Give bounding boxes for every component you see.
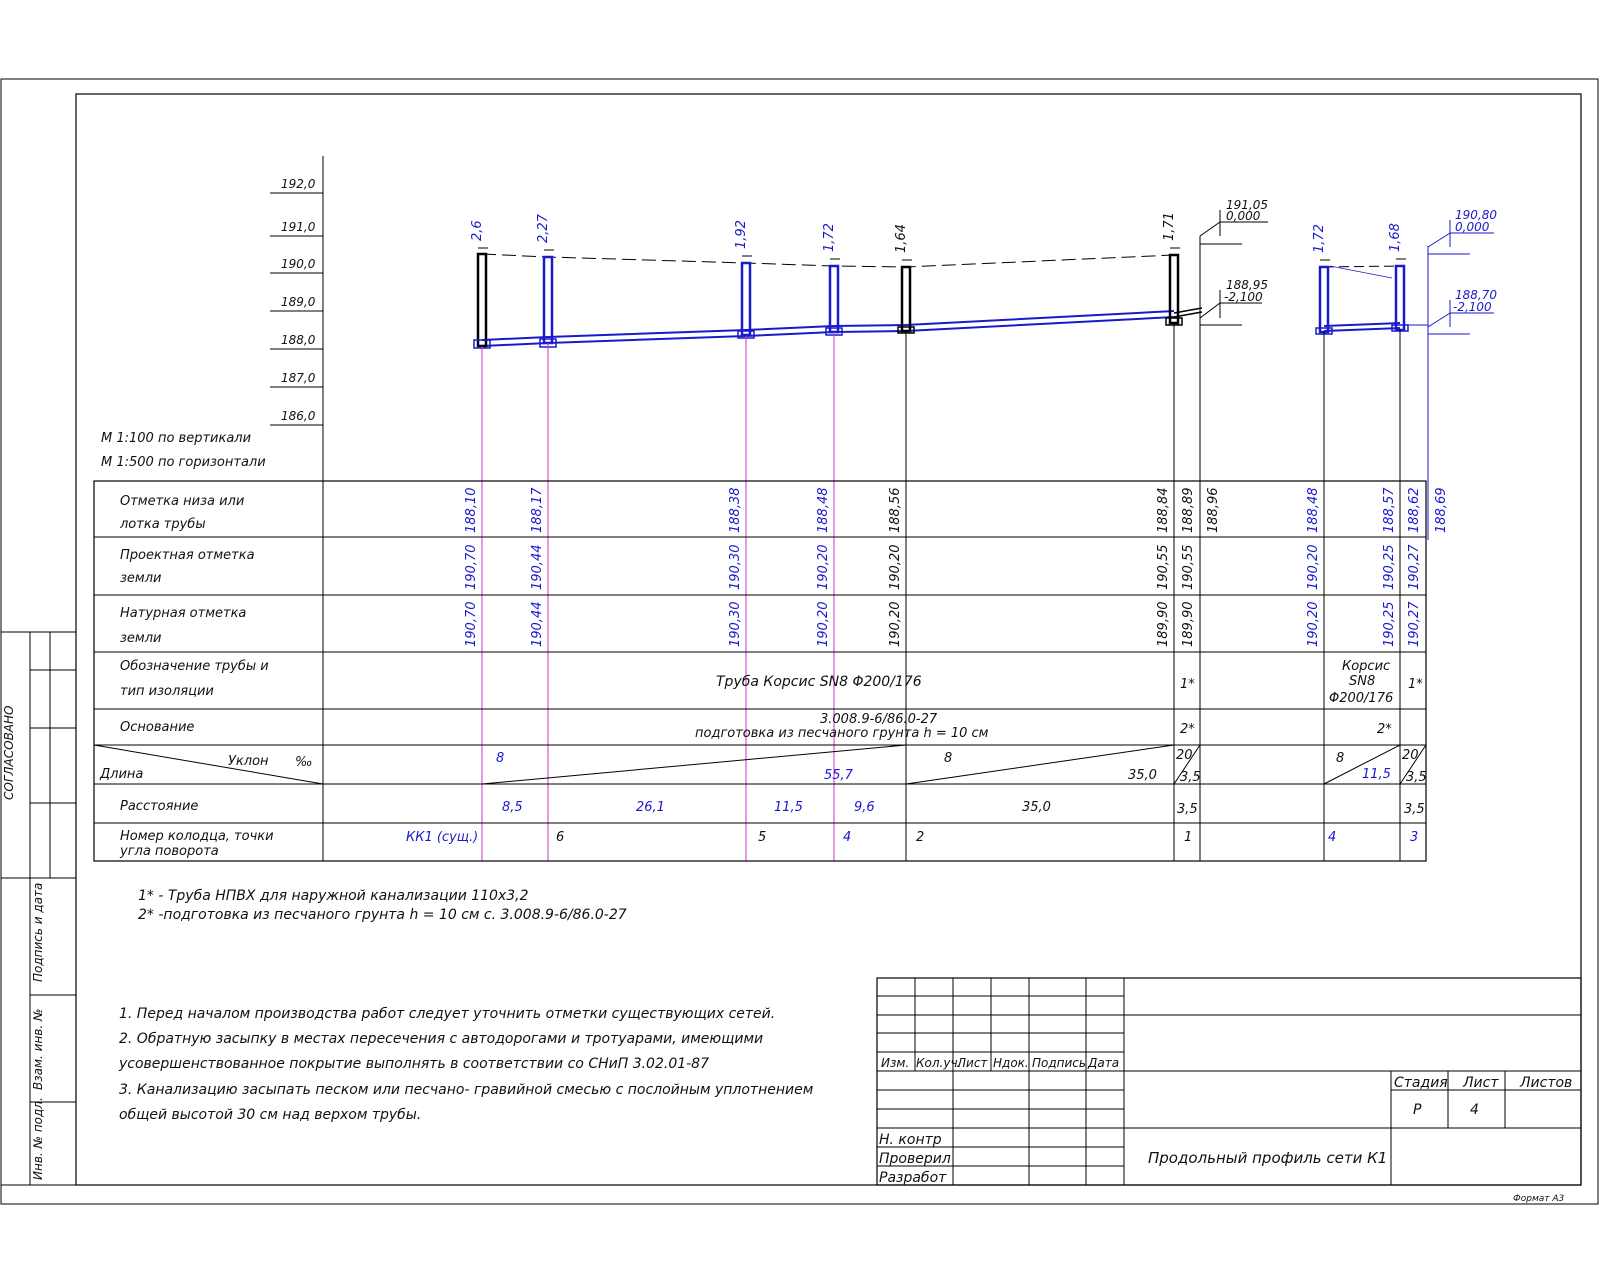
length-value: 3,5 [1406,770,1427,785]
natural-ground-value: 190,20 [888,601,903,647]
footnote: 2* -подготовка из песчаного грунта h = 10 см с. 3.008.9-6/86.0-27 [138,907,627,923]
base-line-1: 3.008.9-6/86.0-27 [820,712,938,727]
base-line-2: подготовка из песчаного грунта h = 10 см [695,726,989,741]
slope-value: 20 [1176,748,1193,763]
length-value: 55,7 [824,768,853,783]
mark-value: 188,70 [1455,288,1497,302]
natural-ground-value: 190,25 [1382,601,1397,647]
sheet-title: Продольный профиль сети К1 [1148,1149,1388,1167]
stamp-header: Лист [957,1056,988,1070]
mark-value: -2,100 [1453,300,1492,314]
invert-value: 188,62 [1407,487,1422,533]
stamp-header: Дата [1088,1056,1120,1070]
stamp-header: Ндок. [993,1056,1029,1070]
note-line: усовершенствованное покрытие выполнять в соответствии со СНиП 3.02.01-87 [119,1056,709,1072]
title-block [877,978,1581,1186]
project-ground-value: 190,30 [728,544,743,590]
format-label: Формат А3 [1513,1194,1565,1204]
base-star: 2* [1377,722,1392,737]
note-line: общей высотой 30 см над верхом трубы. [119,1107,422,1123]
mark-value: -2,100 [1224,290,1263,304]
stamp-stadia: Стадия [1394,1075,1448,1091]
depth-label: 1,92 [734,220,749,249]
row-label: Расстояние [120,799,199,814]
project-ground-value: 190,25 [1382,544,1397,590]
project-ground-value: 190,70 [464,544,479,590]
scale-label: 191,0 [281,220,316,234]
invert-value: 188,48 [816,487,831,533]
row-label: тип изоляции [120,684,214,699]
natural-ground-value: 189,90 [1181,601,1196,647]
well-number: 1 [1184,830,1193,845]
invert-value: 188,96 [1206,487,1221,533]
well [1320,267,1328,332]
natural-ground-value: 190,20 [816,601,831,647]
well [742,263,750,335]
stamp-header: Кол.уч. [916,1056,962,1070]
pipe-main: Труба Корсис SN8 Φ200/176 [716,674,922,690]
side-podpis: Подпись и дата [31,882,45,982]
project-ground-value: 190,20 [888,544,903,590]
ground-line [482,254,1174,267]
row-label: земли [120,571,162,586]
side-inv: Инв. № подл. [31,1097,45,1180]
footnote: 1* - Труба НПВХ для наружной канализации 110х3,2 [138,888,529,904]
elevation-scale [101,156,323,481]
stamp-proveril: Проверил [879,1151,951,1167]
row-label: земли [120,631,162,646]
slope-value: 20 [1402,748,1419,763]
natural-ground-value: 190,27 [1407,601,1422,647]
row-label: Номер колодца, точки [120,829,274,844]
row-label: Уклон [228,754,269,769]
distance-value: 26,1 [636,800,665,815]
depth-label: 1,64 [894,224,909,253]
distance-value: 35,0 [1022,800,1051,815]
scale-label: 187,0 [281,371,316,385]
distance-value: 8,5 [502,800,523,815]
stamp-stadia-value: Р [1413,1102,1422,1118]
natural-ground-value: 190,44 [530,601,545,647]
row-label: Отметка низа или [120,494,245,509]
well [1396,266,1404,330]
invert-value: 188,38 [728,487,743,533]
stamp-header: Подпись [1032,1056,1086,1070]
stamp-header: Изм. [881,1056,910,1070]
mark-value: 0,000 [1455,220,1490,234]
well-number: 4 [843,830,852,845]
depth-label: 1,71 [1162,212,1177,241]
project-ground-value: 190,44 [530,544,545,590]
side-vzam: Взам. инв. № [31,1008,45,1090]
stamp-razrabot: Разработ [879,1170,947,1186]
project-ground-value: 190,55 [1181,544,1196,590]
well-number: КК1 (сущ.) [406,830,479,845]
distance-value: 3,5 [1404,802,1425,817]
natural-ground-value: 190,70 [464,601,479,647]
profile-table [94,481,1449,861]
scale-vertical: М 1:100 по вертикали [101,431,252,446]
invert-value: 188,17 [530,487,545,533]
elev-mark-2 [1428,208,1497,334]
pipe-short: SN8 [1349,674,1376,689]
well [544,257,552,343]
side-soglasovano: СОГЛАСОВАНО [2,705,16,800]
natural-ground-value: 190,20 [1306,601,1321,647]
side-strip [1,632,76,1185]
distance-value: 3,5 [1177,802,1198,817]
scale-label: 192,0 [281,177,316,191]
base-star: 2* [1180,722,1195,737]
well-number: 2 [916,830,925,845]
invert-value: 188,48 [1306,487,1321,533]
project-ground-value: 190,20 [1306,544,1321,590]
pipe-short: Φ200/176 [1329,691,1394,706]
depth-label: 1,72 [1312,224,1327,253]
row-label: Основание [120,720,195,735]
stamp-listov: Листов [1520,1075,1573,1091]
stamp-nkontr: Н. контр [879,1132,942,1148]
scale-label: 190,0 [281,257,316,271]
row-label: Проектная отметка [120,548,255,563]
depth-label: 1,72 [822,223,837,252]
project-ground-value: 190,55 [1156,544,1171,590]
invert-value: 188,57 [1382,487,1397,533]
row-label: ‰ [295,755,313,770]
scale-horizontal: М 1:500 по горизонтали [101,455,266,470]
invert-value: 188,10 [464,487,479,533]
depth-label: 2,6 [470,220,485,241]
note-line: 2. Обратную засыпку в местах пересечения с автодорогами и тротуарами, имеющими [119,1031,764,1047]
slope-value: 8 [1336,751,1345,766]
pipe-short: Корсис [1342,659,1391,674]
invert-value: 188,56 [888,487,903,533]
invert-value: 188,84 [1156,487,1171,533]
natural-ground-value: 189,90 [1156,601,1171,647]
scale-label: 189,0 [281,295,316,309]
invert-value: 188,69 [1434,487,1449,533]
row-label: Обозначение трубы и [120,659,269,674]
mark-value: 191,05 [1226,198,1268,212]
distance-value: 11,5 [774,800,803,815]
scale-label: 188,0 [281,333,316,347]
well [830,266,838,332]
well [902,267,910,331]
pipe-star: 1* [1408,677,1423,692]
note-line: 3. Канализацию засыпать песком или песчано- гравийной смесью с послойным уплотнением [119,1082,814,1098]
slope-value: 8 [496,751,505,766]
depth-label: 1,68 [1388,223,1403,252]
stamp-list: Лист [1463,1075,1499,1091]
mark-value: 190,80 [1455,208,1497,222]
project-ground-value: 190,20 [816,544,831,590]
distance-value: 9,6 [854,800,875,815]
pipe-star: 1* [1180,677,1195,692]
invert-value: 188,89 [1181,487,1196,533]
natural-ground-value: 190,30 [728,601,743,647]
slope-value: 8 [944,751,953,766]
note-line: 1. Перед началом производства работ следует уточнить отметки существующих сетей. [119,1006,776,1022]
stamp-list-value: 4 [1470,1102,1479,1118]
row-label: лотка трубы [120,517,206,532]
row-label: Длина [100,767,144,782]
mark-value: 188,95 [1226,278,1268,292]
row-label: угла поворота [120,844,219,859]
well [478,254,486,346]
well-number: 3 [1410,830,1419,845]
well-number: 5 [758,830,767,845]
project-ground-value: 190,27 [1407,544,1422,590]
mark-value: 0,000 [1226,209,1261,223]
well-number: 4 [1328,830,1337,845]
row-label: Натурная отметка [120,606,247,621]
scale-label: 186,0 [281,409,316,423]
length-value: 35,0 [1128,768,1157,783]
length-value: 11,5 [1362,767,1391,782]
well-number: 6 [556,830,565,845]
depth-label: 2,27 [536,214,551,243]
length-value: 3,5 [1180,770,1201,785]
elev-mark-1 [1200,198,1268,325]
